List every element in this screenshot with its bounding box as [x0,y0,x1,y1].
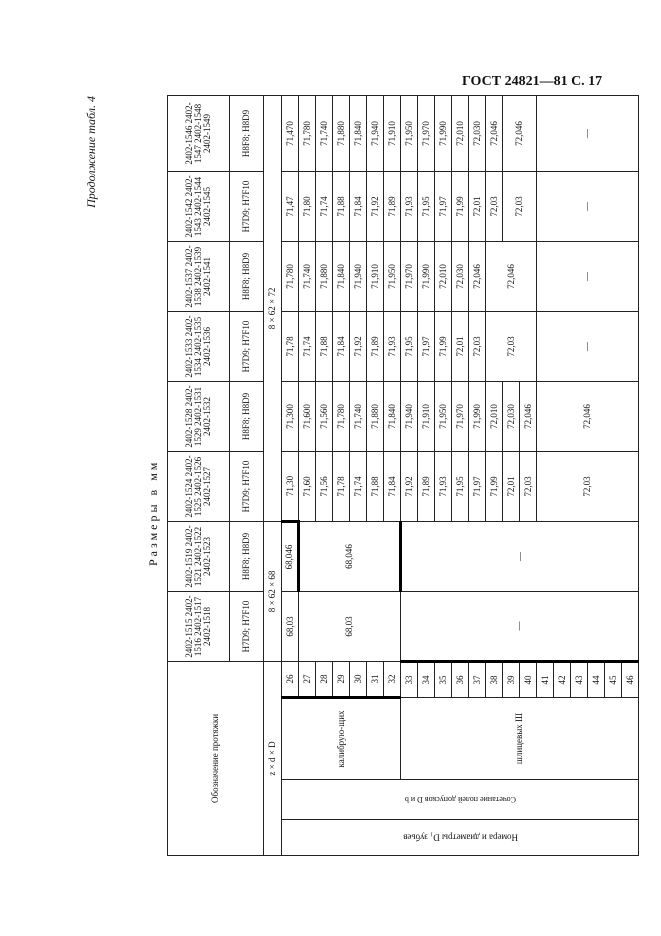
dimensions-title: Размеры в мм [146,459,160,566]
value-cell: 71,970 [452,381,469,451]
column-tolerance: H7D9; H7F10 [230,591,264,661]
tooth-number: 41 [537,661,554,697]
dash-cell: — [537,311,639,381]
value-cell: 68,03 [282,591,299,661]
value-cell: 71,970 [418,95,435,171]
value-cell: 72,030 [469,95,486,171]
value-cell: 72,010 [435,241,452,311]
tooth-number: 40 [520,661,537,697]
value-cell: 71,95 [452,451,469,521]
value-cell: 71,93 [435,451,452,521]
value-cell: 71,880 [333,95,350,171]
value-merged: 72,046 [537,381,639,451]
value-cell: 71,950 [435,381,452,451]
value-cell: 71,780 [299,95,316,171]
value-cell: 72,03 [520,451,537,521]
column-codes: 2402-1537 2402-1538 2402-1539 2402-1541 [168,241,230,311]
value-cell: 71,88 [316,311,333,381]
side-label: Номера и диаметры D₁ зубьев [282,820,639,856]
tooth-number: 39 [503,661,520,697]
dash-cell: — [537,171,639,241]
value-cell: 71,93 [401,171,418,241]
tooth-number: 32 [384,661,401,697]
tooth-number: 26 [282,661,299,697]
value-cell: 71,880 [367,381,384,451]
value-cell: 72,046 [486,95,503,171]
value-cell: 71,95 [418,171,435,241]
value-cell: 71,740 [299,241,316,311]
column-codes: 2402-1542 2402-1543 2402-1544 2402-1545 [168,171,230,241]
value-cell: 71,780 [282,241,299,311]
value-cell: 71,950 [384,241,401,311]
value-cell: 71,74 [316,171,333,241]
tooth-number: 38 [486,661,503,697]
tooth-number: 33 [401,661,418,697]
value-cell: 71,88 [367,451,384,521]
value-cell: 71,56 [316,451,333,521]
value-cell: 71,99 [435,311,452,381]
value-cell: 71,60 [299,451,316,521]
column-codes: 2402-1524 2402-1525 2402-1526 2402-1527 [168,451,230,521]
tooth-number: 42 [554,661,571,697]
tooth-number: 36 [452,661,469,697]
value-cell: 71,300 [282,381,299,451]
value-merged: 72,046 [486,241,537,311]
value-cell: 72,030 [503,381,520,451]
tooth-number: 29 [333,661,350,697]
dash-cell: — [401,591,639,661]
value-merged: 68,03 [299,591,401,661]
value-cell: 71,970 [401,241,418,311]
value-cell: 71,950 [401,95,418,171]
value-merged: 68,046 [299,521,401,591]
group-label: 8 × 62 × 72 [264,95,282,521]
value-cell: 71,940 [367,95,384,171]
tooth-number: 27 [299,661,316,697]
rotated-table-page [84,96,644,856]
value-cell: 71,840 [384,381,401,451]
value-cell: 71,92 [350,311,367,381]
column-tolerance: H8F8; H8D9 [230,381,264,451]
value-cell: 71,990 [435,95,452,171]
value-cell: 71,840 [350,95,367,171]
tooth-number: 46 [622,661,639,697]
value-cell: 71,74 [350,451,367,521]
value-cell: 71,84 [333,311,350,381]
column-tolerance: H8F8; H8D9 [230,241,264,311]
column-codes: 2402-1519 2402-1521 2402-1522 2402-1523 [168,521,230,591]
tooth-number: 44 [588,661,605,697]
value-cell: 72,010 [452,95,469,171]
value-cell: 71,99 [452,171,469,241]
value-cell: 71,99 [486,451,503,521]
value-cell: 71,97 [469,451,486,521]
value-cell: 71,89 [384,171,401,241]
page-header: ГОСТ 24821—81 С. 17 [462,74,603,89]
tooth-number: 34 [418,661,435,697]
designation-header: Обозначение протяжки [168,661,264,855]
spline-label: шлицевых Ш [401,698,639,780]
value-cell: 71,740 [350,381,367,451]
value-cell: 71,92 [367,171,384,241]
column-codes: 2402-1515 2402-1516 2402-1517 2402-1518 [168,591,230,661]
tolerance-header: Сочетание полей допусков D и b [282,780,639,820]
value-cell: 71,89 [367,311,384,381]
value-cell: 71,30 [282,451,299,521]
value-merged: 72,03 [537,451,639,521]
column-tolerance: H7D9; H7F10 [230,311,264,381]
value-cell: 71,92 [401,451,418,521]
value-cell: 72,03 [469,311,486,381]
value-cell: 71,47 [282,171,299,241]
zdD-header: z × d × D [264,661,282,855]
value-cell: 71,990 [418,241,435,311]
column-tolerance: H8F8; H8D9 [230,521,264,591]
value-cell: 71,940 [350,241,367,311]
value-cell: 71,780 [333,381,350,451]
value-cell: 71,910 [384,95,401,171]
dash-cell: — [401,521,639,591]
value-cell: 72,01 [469,171,486,241]
tooth-number: 37 [469,661,486,697]
column-tolerance: H7D9; H7F10 [230,451,264,521]
tooth-number: 31 [367,661,384,697]
value-cell: 71,89 [418,451,435,521]
value-cell: 71,88 [333,171,350,241]
value-cell: 71,880 [316,241,333,311]
tooth-number: 30 [350,661,367,697]
dash-cell: — [537,241,639,311]
value-cell: 71,990 [469,381,486,451]
value-cell: 71,910 [418,381,435,451]
table-caption: Продолжение табл. 4 [84,96,98,208]
value-cell: 72,046 [520,381,537,451]
value-cell: 71,95 [401,311,418,381]
data-table [167,95,639,856]
value-cell: 72,030 [452,241,469,311]
value-cell: 72,046 [469,241,486,311]
value-cell: 71,910 [367,241,384,311]
column-codes: 2402-1546 2402-1547 2402-1548 2402-1549 [168,95,230,171]
tooth-number: 28 [316,661,333,697]
value-cell: 71,80 [299,171,316,241]
tooth-number: 45 [605,661,622,697]
group-label: 8 × 62 × 68 [264,521,282,661]
value-cell: 71,78 [333,451,350,521]
value-cell: 72,01 [452,311,469,381]
dash-cell: — [537,95,639,171]
value-cell: 71,78 [282,311,299,381]
column-codes: 2402-1533 2402-1534 2402-1535 2402-1536 [168,311,230,381]
value-cell: 71,93 [384,311,401,381]
value-merged: 72,03 [486,311,537,381]
value-cell: 68,046 [282,521,299,591]
tooth-number: 43 [571,661,588,697]
tooth-number: 35 [435,661,452,697]
value-cell: 71,84 [350,171,367,241]
value-cell: 71,560 [316,381,333,451]
value-cell: 72,03 [486,171,503,241]
value-cell: 71,470 [282,95,299,171]
value-cell: 71,97 [418,311,435,381]
value-merged: 72,03 [503,171,537,241]
value-cell: 71,840 [333,241,350,311]
value-cell: 71,940 [401,381,418,451]
value-cell: 71,97 [435,171,452,241]
value-cell: 71,84 [384,451,401,521]
column-tolerance: H7D9; H7F10 [230,171,264,241]
value-cell: 71,600 [299,381,316,451]
calibrating-label: калибрую-щих [282,698,401,780]
value-merged: 72,046 [503,95,537,171]
value-cell: 72,010 [486,381,503,451]
value-cell: 71,74 [299,311,316,381]
column-tolerance: H8F8; H8D9 [230,95,264,171]
value-cell: 72,01 [503,451,520,521]
column-codes: 2402-1528 2402-1529 2402-1531 2402-1532 [168,381,230,451]
value-cell: 71,740 [316,95,333,171]
